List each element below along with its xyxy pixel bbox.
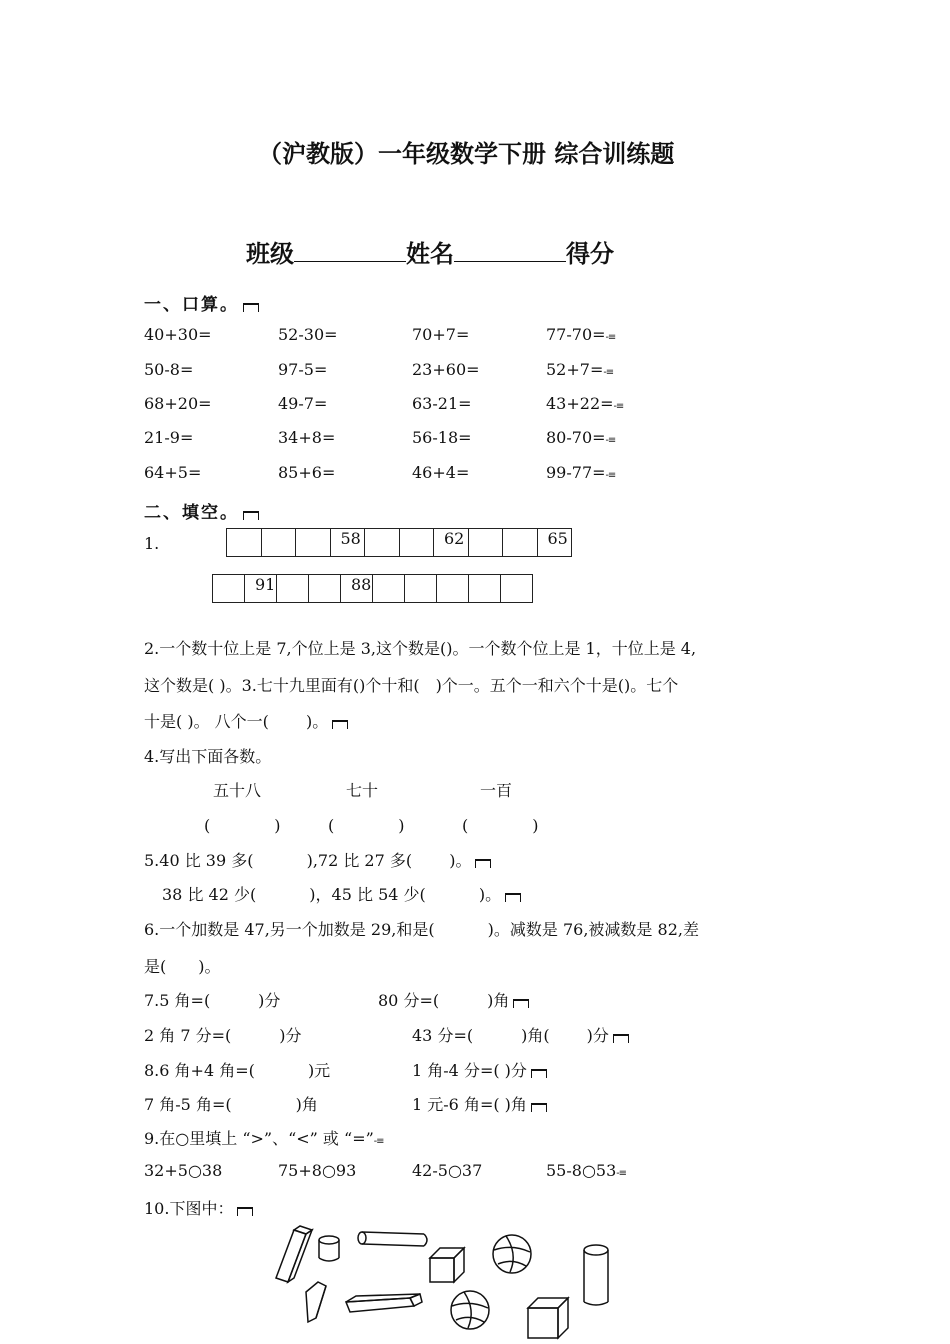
edit-mark-icon	[237, 1207, 253, 1216]
calc-item: 40+30=	[144, 325, 212, 344]
calc-item: 80-70=-≡	[546, 428, 616, 447]
q7-a: 7.5 角=( )分	[144, 991, 281, 1010]
q5-line2: 38 比 42 少( )，45 比 54 少( )。	[162, 882, 521, 905]
q9-item-3: 42-5○37	[412, 1161, 483, 1180]
ball-icon	[451, 1291, 489, 1329]
calc-item: 52+7=-≡	[546, 360, 614, 379]
q6-line1: 6.一个加数是 47,另一个加数是 29,和是( )。减数是 76,被减数是 82,差	[144, 920, 699, 939]
edit-mark-icon	[243, 511, 259, 520]
q4-answer-2[interactable]: ( )	[328, 816, 405, 835]
sequence-cell[interactable]: 62	[434, 529, 469, 557]
sequence-cell[interactable]	[277, 575, 309, 603]
score-label: 得分	[566, 239, 614, 268]
q8-b: 1 角-4 分=( )分	[412, 1058, 547, 1081]
calc-item: 63-21=	[412, 394, 472, 413]
calc-item: 70+7=	[412, 325, 470, 344]
q1-label: 1.	[144, 534, 160, 553]
edit-mark-icon	[613, 1034, 629, 1043]
sequence-cell[interactable]	[468, 529, 503, 557]
q9-item-4: 55-8○53-≡	[546, 1161, 627, 1180]
q7-d: 43 分=( )角( )分	[412, 1023, 629, 1046]
calc-item: 50-8=	[144, 360, 194, 379]
edit-mark-icon	[531, 1069, 547, 1078]
q2-line3: 十是( )。 八个一( )。	[144, 709, 348, 732]
q8-c: 7 角-5 角=( )角	[144, 1095, 318, 1114]
sequence-cell[interactable]: 91	[245, 575, 277, 603]
sequence-cell[interactable]	[469, 575, 501, 603]
sequence-cell[interactable]	[501, 575, 533, 603]
cuboid-icon	[276, 1226, 312, 1282]
edit-mark-icon: -≡	[616, 1168, 627, 1179]
q7-b: 80 分=( )角	[378, 988, 529, 1011]
sequence-cell[interactable]	[296, 529, 331, 557]
cube-icon	[430, 1248, 464, 1282]
solid-shapes-illustration	[260, 1222, 620, 1342]
sequence-cell[interactable]	[309, 575, 341, 603]
sequence-cell[interactable]: 65	[537, 529, 572, 557]
calc-item: 77-70=-≡	[546, 325, 616, 344]
class-label: 班级	[246, 239, 294, 268]
section1-heading: 一、口算。	[144, 290, 259, 315]
edit-mark-icon	[332, 720, 348, 729]
calc-item: 85+6=	[278, 463, 336, 482]
q6-line2: 是( )。	[144, 957, 221, 976]
calc-item: 34+8=	[278, 428, 336, 447]
edit-mark-icon: -≡	[613, 401, 624, 412]
cuboid-icon	[346, 1294, 422, 1312]
sequence-cell[interactable]	[373, 575, 405, 603]
q4-word-2: 七十	[346, 781, 379, 800]
page-title: （沪教版）一年级数学下册 综合训练题	[258, 139, 675, 168]
name-label: 姓名	[406, 239, 454, 268]
calc-item: 49-7=	[278, 394, 328, 413]
edit-mark-icon: -≡	[605, 470, 616, 481]
calc-item: 52-30=	[278, 325, 338, 344]
number-sequence-1	[226, 528, 572, 557]
q4-word-3: 一百	[480, 781, 513, 800]
sequence-cell[interactable]	[227, 529, 262, 557]
sequence-cell[interactable]	[503, 529, 538, 557]
q4-heading: 4.写出下面各数。	[144, 747, 272, 766]
q9-item-1: 32+5○38	[144, 1161, 223, 1180]
q2-line2: 这个数是( )。3.七十九里面有()个十和( )个一。五个一和六个十是()。七个	[144, 676, 679, 695]
q4-answer-3[interactable]: ( )	[462, 816, 539, 835]
class-blank[interactable]	[294, 241, 406, 262]
edit-mark-icon	[513, 999, 529, 1008]
q10-heading: 10.下图中：	[144, 1196, 253, 1219]
cube-icon	[528, 1298, 568, 1338]
q8-d: 1 元-6 角=( )角	[412, 1092, 547, 1115]
q9-heading: 9.在○里填上 “>”、“<” 或 “=”-≡	[144, 1129, 384, 1148]
edit-mark-icon	[531, 1103, 547, 1112]
cylinder-icon	[319, 1236, 339, 1261]
name-blank[interactable]	[454, 241, 566, 262]
edit-mark-icon: -≡	[603, 367, 614, 378]
rod-cylinder-icon	[358, 1232, 427, 1246]
sequence-cell[interactable]: 58	[330, 529, 365, 557]
q5-line1: 5.40 比 39 多( ),72 比 27 多( )。	[144, 848, 491, 871]
calc-item: 64+5=	[144, 463, 202, 482]
cuboid-icon	[306, 1282, 326, 1322]
q4-word-1: 五十八	[213, 781, 262, 800]
calc-item: 43+22=-≡	[546, 394, 624, 413]
cylinder-icon	[584, 1245, 608, 1305]
calc-item: 68+20=	[144, 394, 212, 413]
q4-answer-1[interactable]: ( )	[204, 816, 281, 835]
sequence-cell[interactable]	[213, 575, 245, 603]
q2-line1: 2.一个数十位上是 7,个位上是 3,这个数是()。一个数个位上是 1，十位上是 4,	[144, 639, 697, 658]
section2-heading: 二、填空。	[144, 498, 259, 523]
student-info	[246, 234, 614, 269]
sequence-cell[interactable]	[365, 529, 400, 557]
calc-item: 56-18=	[412, 428, 472, 447]
sequence-cell[interactable]	[261, 529, 296, 557]
sequence-cell[interactable]	[405, 575, 437, 603]
calc-item: 21-9=	[144, 428, 194, 447]
ball-icon	[493, 1235, 531, 1273]
sequence-cell[interactable]	[437, 575, 469, 603]
q7-c: 2 角 7 分=( )分	[144, 1026, 302, 1045]
calc-item: 23+60=	[412, 360, 480, 379]
sequence-cell[interactable]	[399, 529, 434, 557]
q9-item-2: 75+8○93	[278, 1161, 357, 1180]
calc-item: 99-77=-≡	[546, 463, 616, 482]
calc-item: 97-5=	[278, 360, 328, 379]
calc-item: 46+4=	[412, 463, 470, 482]
number-sequence-2	[212, 574, 533, 603]
edit-mark-icon: -≡	[605, 435, 616, 446]
edit-mark-icon	[243, 303, 259, 312]
q8-a: 8.6 角+4 角=( )元	[144, 1061, 331, 1080]
sequence-cell[interactable]: 88	[341, 575, 373, 603]
edit-mark-icon	[475, 859, 491, 868]
edit-mark-icon: -≡	[373, 1136, 384, 1147]
edit-mark-icon: -≡	[605, 332, 616, 343]
edit-mark-icon	[505, 893, 521, 902]
